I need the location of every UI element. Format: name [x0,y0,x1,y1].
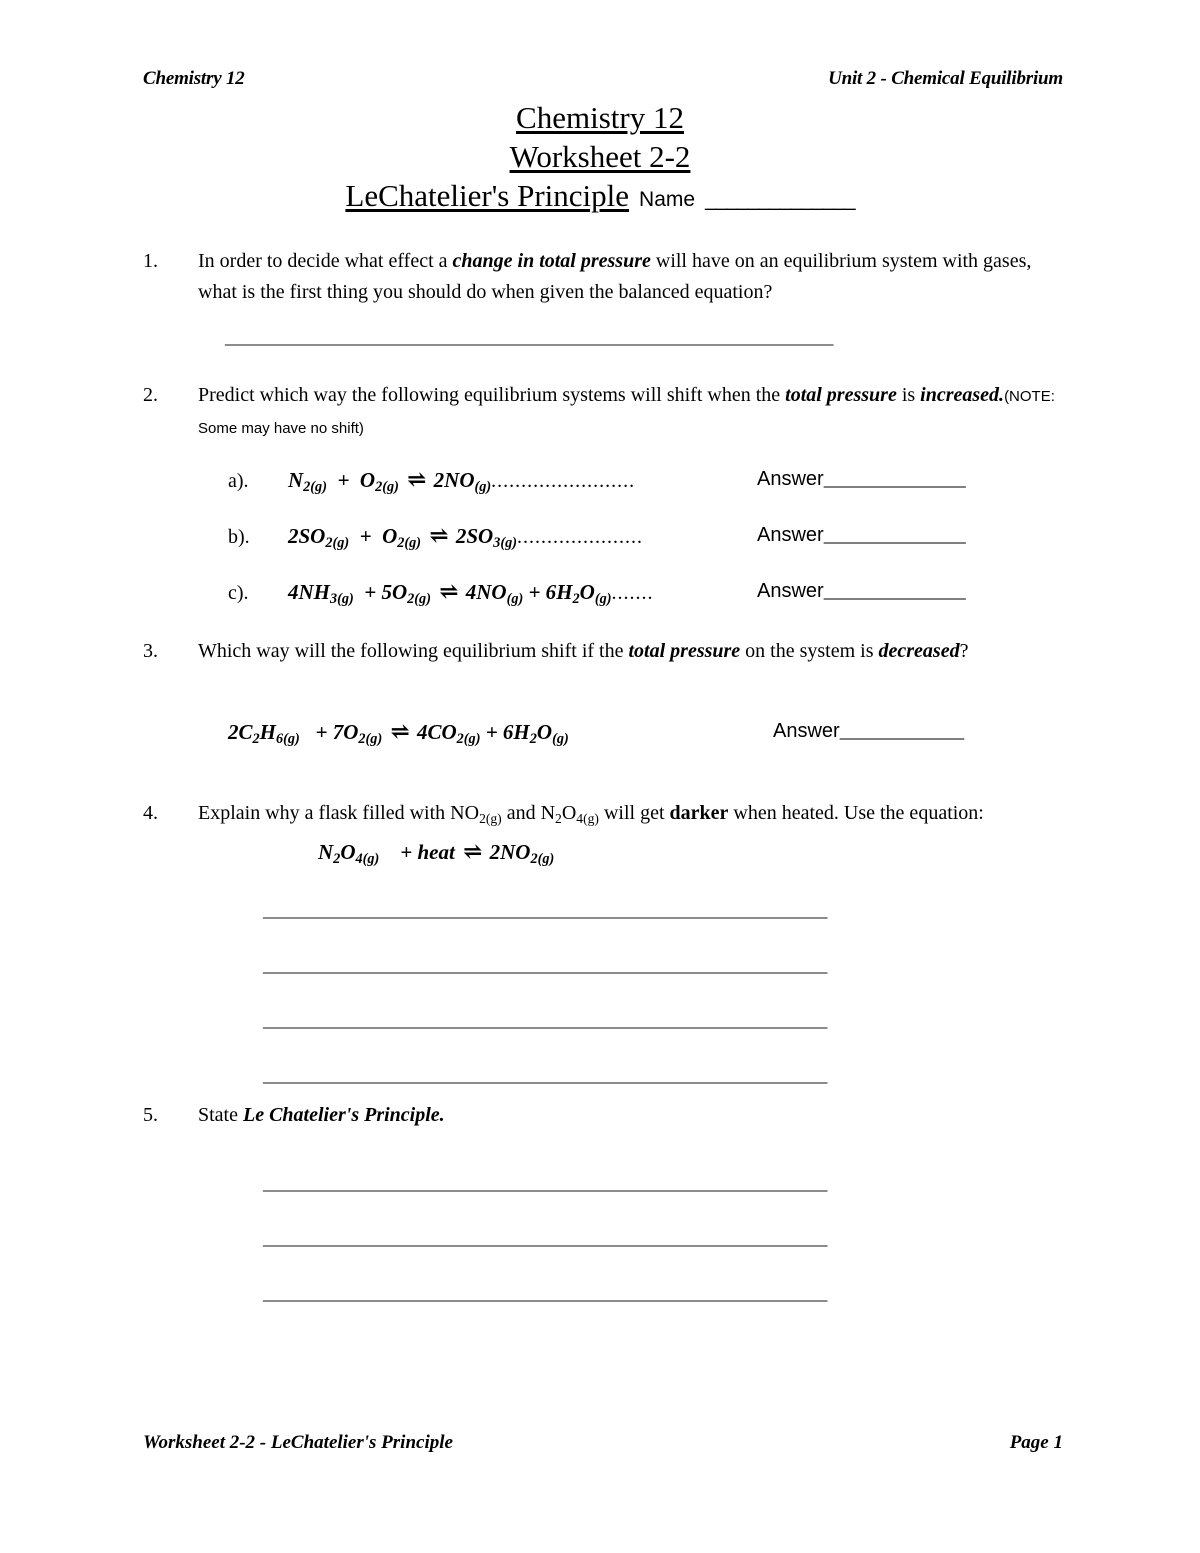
q2c-letter: c). [228,582,249,604]
question-4-answer-line-4[interactable]: ________________________________________________________________ [263,1064,827,1086]
q1-text-b: will have on an equilibrium system with gases, what is the first thing you should do when given the balanced equation? [198,250,1032,303]
header-unit: Unit 2 - Chemical Equilibrium [828,68,1063,89]
q2c-answer-label: Answer [757,580,824,602]
q2a-leader: ........................ [491,470,636,492]
question-1 [143,246,1073,308]
question-5-answer-line-3[interactable]: ________________________________________________________________ [263,1282,827,1304]
q5-emphasis: Le Chatelier's Principle. [243,1104,445,1126]
header-course: Chemistry 12 [143,68,245,89]
name-blank[interactable]: ______________ [705,188,855,211]
title-course: Chemistry 12 [516,100,684,135]
q2-emphasis-2: increased. [920,384,1005,406]
q5-text-a: State [198,1104,243,1126]
question-4-answer-line-3[interactable]: ________________________________________________________________ [263,1009,827,1031]
q4-text-d: will get [598,802,670,824]
equilibrium-arrow-icon: ⇌ [429,523,448,548]
equilibrium-arrow-icon: ⇌ [439,579,458,604]
footer-title: Worksheet 2-2 - LeChatelier's Principle [143,1432,453,1453]
equilibrium-arrow-icon: ⇌ [463,839,482,864]
q4-text-a: Explain why a flask filled with NO [198,802,480,824]
q2-text-a: Predict which way the following equilibrium systems will shift when the [198,384,786,406]
q2b-answer-label: Answer [757,524,824,546]
q2-text-b: is [896,384,921,406]
q3-emphasis-2: decreased [878,640,960,662]
q3-text-b: on the system is [740,640,879,662]
question-2-item-b [228,522,643,549]
q3-emphasis-1: total pressure [628,640,741,662]
q3-answer-group [773,718,963,743]
q2a-letter: a). [228,470,249,492]
q2b-answer-blank[interactable]: ________________ [823,524,965,546]
q2c-equation: $4NH_{3(g)} + 5O_{2(g)}$ ⇌ $4NO_{(g)} + 6H_2O_{(g)}$ [288,579,612,607]
question-1-text [198,246,1073,308]
footer-page-number: Page 1 [1009,1432,1063,1453]
q2-emphasis-1: total pressure [785,384,897,406]
question-2-number: 2. [143,384,158,406]
title-line-1 [0,98,1200,137]
q3-answer-blank[interactable]: ______________ [839,720,963,742]
q2b-letter: b). [228,526,250,548]
q1-emphasis: change in total pressure [452,250,651,272]
page-footer [143,1432,1063,1454]
q2b-equation: $2SO_{2(g)} + O_{2(g)}$ ⇌ $2SO_{3(g)}$ [288,523,517,551]
q2a-answer-blank[interactable]: ________________ [823,468,965,490]
q2c-answer-group [757,578,965,603]
q2a-equation: $N_{2(g)} + O_{2(g)}$ ⇌ $2NO_{(g)}$ [288,467,492,495]
q3-text-c: ? [959,640,969,662]
question-5 [143,1100,1073,1131]
question-4-equation: $N_2O_{4(g)}$ + heat ⇌ $2NO_{2(g)}$ [318,839,555,867]
q2a-answer-label: Answer [757,468,824,490]
question-5-text [198,1100,445,1131]
question-1-number: 1. [143,250,158,272]
question-2-item-c [228,578,653,605]
question-3-text [198,636,968,667]
page-header [143,68,1063,90]
question-4-text: Explain why a flask filled with $NO_{2(g)}$ and $N_2O_{4(g)}$ will get darker when heated. Use the equation: [198,802,984,826]
q2b-leader: ..................... [516,526,643,548]
question-1-answer-blank[interactable]: _____________________________________________________________________ [225,326,833,348]
question-2 [143,380,1073,444]
q3-answer-label: Answer [773,720,840,742]
question-4-number: 4. [143,802,158,824]
q2c-leader: ....... [611,582,654,604]
question-3-number: 3. [143,640,158,662]
q2c-answer-blank[interactable]: ________________ [823,580,965,602]
question-5-answer-line-1[interactable]: ________________________________________________________________ [263,1172,827,1194]
title-line-2 [0,137,1200,176]
title-topic: LeChatelier's Principle [345,178,630,213]
q2b-answer-group [757,522,965,547]
q4-emphasis: darker [669,802,729,824]
question-4-answer-line-2[interactable]: ________________________________________________________________ [263,954,827,976]
title-block [0,98,1200,219]
question-3 [143,636,1073,667]
q3-text-a: Which way will the following equilibrium shift if the [198,640,629,662]
question-5-number: 5. [143,1104,158,1126]
q2-note: (NOTE: Some may have no shift) [198,388,1055,437]
title-line-3 [345,176,854,219]
q1-text-a: In order to decide what effect a [198,250,453,272]
equilibrium-arrow-icon: ⇌ [390,719,409,744]
question-5-answer-line-2[interactable]: ________________________________________________________________ [263,1227,827,1249]
q4-text-b: and N [501,802,556,824]
q4-text-c: O [561,802,577,824]
name-label: Name [639,188,696,211]
q4-text-e: when heated. Use the equation: [728,802,984,824]
title-worksheet: Worksheet 2-2 [509,139,691,174]
equilibrium-arrow-icon: ⇌ [407,467,426,492]
question-3-equation: $2C_2H_{6(g)} + 7O_{2(g)}$ ⇌ $4CO_{2(g)} + 6H_2O_{(g)}$ [228,719,569,747]
q2a-answer-group [757,466,965,491]
question-4 [143,798,1073,829]
question-4-answer-line-1[interactable]: ________________________________________________________________ [263,899,827,921]
question-2-item-a [228,466,635,493]
question-2-text [198,380,1073,444]
